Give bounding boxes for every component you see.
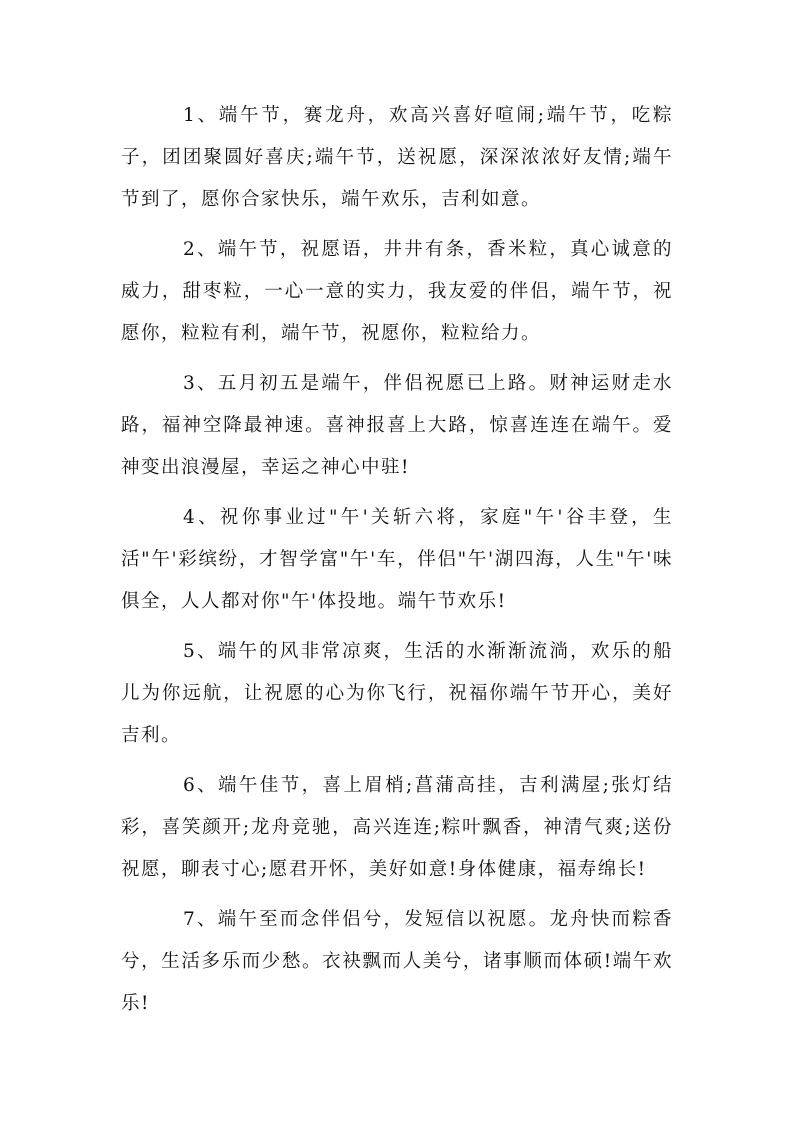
paragraph-6: 6、端午佳节，喜上眉梢;菖蒲高挂，吉利满屋;张灯结彩，喜笑颜开;龙舟竞驰，高兴连连;粽叶飘香，神清气爽;送份祝愿，聊表寸心;愿君开怀，美好如意!身体健康，福寿绵长! bbox=[121, 775, 673, 880]
paragraph-7: 7、端午至而念伴侣兮，发短信以祝愿。龙舟快而粽香兮，生活多乐而少愁。衣袂飘而人美兮，诸事顺而体硕!端午欢乐! bbox=[121, 909, 673, 1014]
paragraph-2: 2、端午节，祝愿语，井井有条，香米粒，真心诚意的威力，甜枣粒，一心一意的实力，我友爱的伴侣，端午节，祝愿你，粒粒有利，端午节，祝愿你，粒粒给力。 bbox=[121, 239, 673, 344]
paragraph-1: 1、端午节，赛龙舟，欢高兴喜好喧闹;端午节，吃粽子，团团聚圆好喜庆;端午节，送祝愿，深深浓浓好友情;端午节到了，愿你合家快乐，端午欢乐，吉利如意。 bbox=[121, 105, 673, 210]
paragraph-4: 4、祝你事业过"午'关斩六将，家庭"午'谷丰登，生活"午'彩缤纷，才智学富"午'车，伴侣"午'湖四海，人生"午'味俱全，人人都对你"午'体投地。端午节欢乐! bbox=[121, 507, 673, 612]
paragraph-5: 5、端午的风非常凉爽，生活的水渐渐流淌，欢乐的船儿为你远航，让祝愿的心为你飞行，祝福你端午节开心，美好吉利。 bbox=[121, 641, 673, 746]
paragraph-3: 3、五月初五是端午，伴侣祝愿已上路。财神运财走水路，福神空降最神速。喜神报喜上大路，惊喜连连在端午。爱神变出浪漫屋，幸运之神心中驻! bbox=[121, 373, 673, 478]
document-body bbox=[121, 95, 673, 1033]
